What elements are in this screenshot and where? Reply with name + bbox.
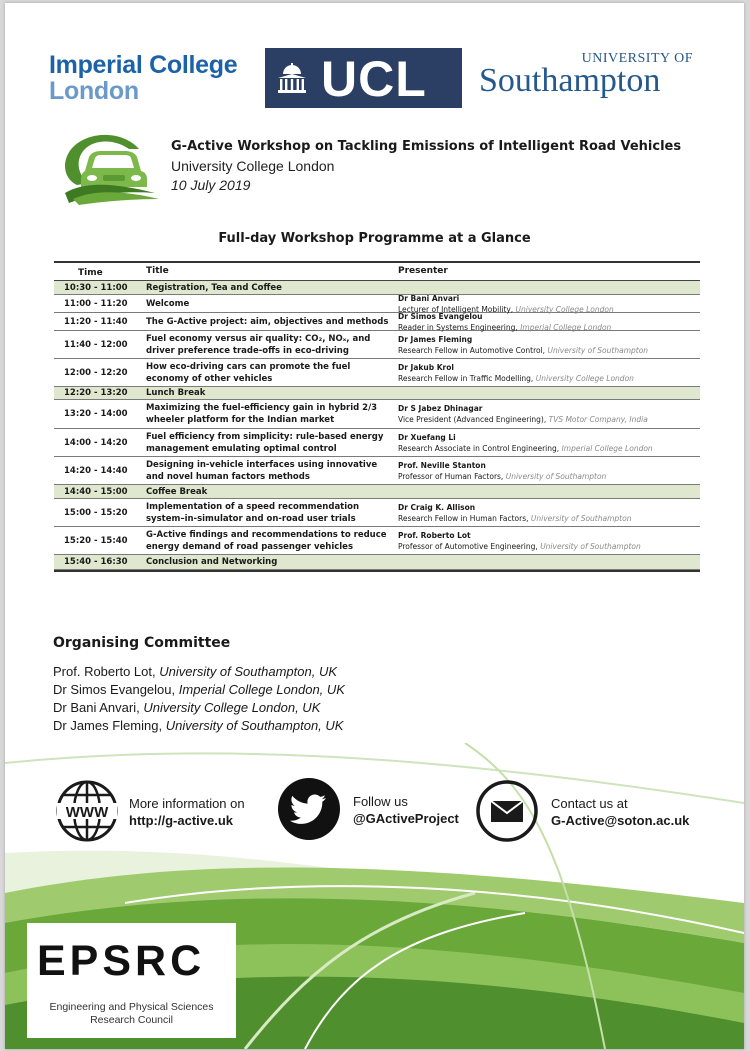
row-title: Lunch Break: [146, 388, 206, 398]
presenter-position: [398, 471, 696, 482]
row-title: Fuel efficiency from simplicity: rule-based energy management emulating optimal control: [146, 431, 384, 454]
table-row: [54, 400, 700, 429]
table-row: [54, 313, 700, 331]
presenter-name: Dr Craig K. Allison: [398, 502, 476, 512]
row-time: 11:00 - 11:20: [64, 298, 128, 309]
row-time: 13:20 - 14:00: [64, 409, 128, 419]
presenter-name: Dr S Jabez Dhinagar: [398, 404, 483, 413]
presenter-role: Research Fellow in Traffic Modelling,: [398, 373, 534, 383]
row-presenter: [394, 331, 700, 358]
epsrc-logo: [27, 923, 236, 1038]
presenter-name: Dr Bani Anvari: [398, 293, 460, 303]
row-presenter: [394, 295, 700, 312]
presenter-affiliation: University of Southampton: [530, 513, 632, 523]
g-active-car-logo: [55, 127, 165, 207]
row-presenter: [394, 429, 700, 456]
presenter-role: Research Associate in Control Engineering,: [398, 443, 560, 453]
row-time: 15:00 - 15:20: [64, 507, 128, 518]
presenter-role: Professor of Automotive Engineering,: [398, 541, 538, 551]
web-contact: [129, 795, 245, 829]
row-presenter: [394, 555, 700, 569]
ucl-wordmark: UCL: [321, 51, 427, 107]
row-presenter: [394, 387, 700, 399]
row-time: 15:20 - 15:40: [64, 535, 128, 546]
presenter-position: [398, 513, 696, 524]
presenter-affiliation: TVS Motor Company, India: [548, 415, 648, 424]
row-presenter: [394, 499, 700, 526]
imperial-logo-line2: London: [49, 77, 139, 105]
www-globe-icon: [55, 779, 119, 843]
ucl-portico-icon: [275, 63, 309, 95]
southampton-logo-name: Southampton: [479, 62, 661, 99]
ucl-logo: [265, 48, 462, 108]
epsrc-line1: Engineering and Physical Sciences: [49, 1001, 214, 1013]
table-row: [54, 331, 700, 359]
row-title: Welcome: [146, 298, 190, 309]
row-presenter: [394, 527, 700, 554]
event-date: 10 July 2019: [171, 177, 251, 193]
table-row: [54, 429, 700, 457]
row-presenter: [394, 359, 700, 386]
imperial-college-logo: [49, 53, 259, 104]
presenter-affiliation: University College London: [515, 304, 614, 314]
presenter-position: [398, 345, 696, 356]
table-header: [54, 263, 700, 281]
row-presenter: [394, 313, 700, 330]
web-label: More information on: [129, 796, 245, 811]
presenter-name: Prof. Neville Stanton: [398, 460, 486, 470]
row-presenter: [394, 457, 700, 484]
presenter-role: Research Fellow in Human Factors,: [398, 513, 529, 523]
row-title: G-Active findings and recommendations to reduce energy demand of road passenger vehicles: [146, 529, 387, 552]
row-time: 14:00 - 14:20: [64, 437, 128, 448]
table-row-break: [54, 485, 700, 499]
programme-heading: Full-day Workshop Programme at a Glance: [218, 231, 531, 246]
epsrc-full-name: [27, 1001, 236, 1027]
presenter-position: [398, 373, 696, 384]
presenter-position: [398, 414, 696, 425]
email-label: Contact us at: [551, 796, 628, 811]
row-presenter: [394, 485, 700, 498]
row-title: How eco-driving cars can promote the fuel economy of other vehicles: [146, 361, 351, 384]
presenter-role: Professor of Human Factors,: [398, 471, 504, 481]
table-row: [54, 527, 700, 555]
presenter-affiliation: Imperial College London: [561, 443, 653, 453]
header-title: Title: [146, 266, 169, 276]
row-time: 12:00 - 12:20: [64, 367, 128, 378]
email-link[interactable]: G-Active@soton.ac.uk: [551, 813, 690, 828]
committee-member: Prof. Roberto Lot, University of Southampton, UK: [53, 664, 337, 679]
event-title: G-Active Workshop on Tackling Emissions of Intelligent Road Vehicles: [171, 139, 682, 154]
twitter-label: Follow us: [353, 794, 408, 809]
row-title: Coffee Break: [146, 486, 208, 497]
epsrc-acronym: EPSRC: [37, 937, 206, 985]
committee-member: Dr James Fleming, University of Southampton, UK: [53, 718, 344, 733]
presenter-affiliation: University College London: [535, 373, 634, 383]
presenter-name: Prof. Roberto Lot: [398, 530, 471, 540]
committee-member: Dr Bani Anvari, University College London, UK: [53, 700, 321, 715]
www-icon-text: WWW: [65, 804, 109, 821]
row-title: The G-Active project: aim, objectives and methods: [146, 316, 389, 327]
presenter-affiliation: University of Southampton: [505, 471, 607, 481]
presenter-role: Lecturer of Intelligent Mobility,: [398, 304, 514, 314]
presenter-affiliation: Imperial College London: [520, 322, 612, 332]
twitter-handle-link[interactable]: @GActiveProject: [353, 811, 459, 826]
row-title: Fuel economy versus air quality: CO₂, NOₓ, and driver preference trade-offs in eco-driving: [146, 333, 371, 356]
event-venue: University College London: [171, 158, 335, 174]
table-row-break: [54, 387, 700, 400]
presenter-role: Vice President (Advanced Engineering),: [398, 415, 547, 424]
row-time: 10:30 - 11:00: [64, 282, 128, 293]
row-title: Designing in-vehicle interfaces using innovative and novel human factors methods: [146, 459, 378, 482]
presenter-name: Dr James Fleming: [398, 334, 473, 344]
table-row: [54, 499, 700, 527]
presenter-position: [398, 443, 696, 454]
presenter-name: Dr Jakub Krol: [398, 362, 454, 372]
organising-committee: [53, 635, 553, 735]
twitter-icon[interactable]: [277, 777, 341, 841]
epsrc-line2: Research Council: [90, 1014, 173, 1026]
header-presenter: Presenter: [398, 266, 448, 276]
row-title: Implementation of a speed recommendation system–in-simulator and on-road user trials: [146, 501, 360, 524]
row-title: Conclusion and Networking: [146, 557, 278, 567]
presenter-role: Research Fellow in Automotive Control,: [398, 345, 546, 355]
row-title: Registration, Tea and Coffee: [146, 282, 282, 293]
row-time: 14:20 - 14:40: [64, 465, 128, 476]
row-time: 11:20 - 11:40: [64, 316, 128, 327]
programme-table: [54, 261, 700, 572]
presenter-position: [398, 541, 696, 552]
presenter-role: Reader in Systems Engineering,: [398, 322, 518, 332]
presenter-affiliation: University of Southampton: [547, 345, 649, 355]
header-time: Time: [78, 268, 103, 278]
southampton-logo-top: UNIVERSITY OF: [581, 51, 693, 66]
presenter-name: Dr Simos Evangelou: [398, 311, 483, 321]
table-row: [54, 457, 700, 485]
committee-member: Dr Simos Evangelou, Imperial College London, UK: [53, 682, 345, 697]
table-row: [54, 359, 700, 387]
email-envelope-icon[interactable]: [475, 779, 539, 843]
table-row-break: [54, 555, 700, 570]
imperial-logo-line1: Imperial College: [49, 51, 238, 79]
flyer-page: [5, 3, 744, 1049]
row-title: Maximizing the fuel-efficiency gain in hybrid 2/3 wheeler platform for the Indian market: [146, 403, 378, 425]
row-time: 11:40 - 12:00: [64, 339, 128, 350]
twitter-contact: [353, 793, 459, 827]
row-time: 15:40 - 16:30: [64, 557, 128, 567]
committee-heading: Organising Committee: [53, 635, 231, 651]
presenter-name: Dr Xuefang Li: [398, 432, 456, 442]
email-contact: [551, 795, 689, 829]
presenter-affiliation: University of Southampton: [540, 541, 641, 551]
row-time: 12:20 - 13:20: [64, 388, 128, 398]
row-time: 14:40 - 15:00: [64, 486, 128, 497]
web-url-link[interactable]: http://g-active.uk: [129, 813, 234, 828]
row-presenter: [394, 400, 700, 428]
event-info: [171, 139, 691, 193]
